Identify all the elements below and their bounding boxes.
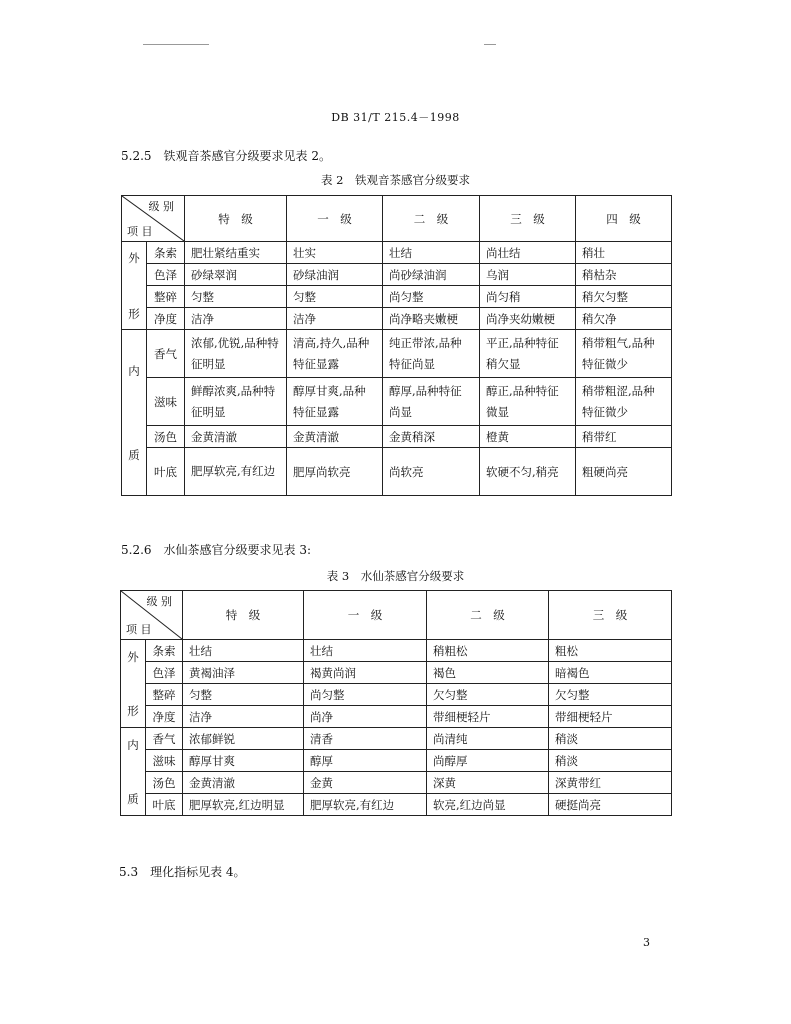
table3-cell: 深黄 [427, 772, 549, 794]
table2-header-diagonal-cell [122, 196, 185, 242]
table3-cell: 尚净 [304, 706, 427, 728]
table2-category-quality [122, 330, 147, 496]
table3-grade-header: 二 级 [427, 591, 549, 640]
table2-cell: 稍带粗涩,品种特征微少 [576, 378, 672, 426]
table3-cell: 硬挺尚亮 [549, 794, 672, 816]
table2-item: 香气 [147, 330, 185, 378]
table2-item-label: 项 目 [127, 225, 153, 238]
table2-cell: 金黄清澈 [287, 426, 383, 448]
table3-item: 色泽 [146, 662, 183, 684]
table2-cell: 肥厚软亮,有红边 [185, 448, 287, 496]
category-char: 外 [128, 250, 140, 265]
table2-cell: 尚壮结 [480, 242, 576, 264]
table3-cell: 软亮,红边尚显 [427, 794, 549, 816]
category-char: 形 [128, 306, 140, 321]
table2-cell: 尚匀稍 [480, 286, 576, 308]
table3-cell: 肥厚软亮,红边明显 [183, 794, 304, 816]
table2-item: 汤色 [147, 426, 185, 448]
table2-cell: 尚匀整 [383, 286, 480, 308]
table3-cell: 欠匀整 [549, 684, 672, 706]
table3-tea-grading [120, 590, 672, 816]
section-5-3: 5.3 理化指标见表 4。 [119, 865, 246, 879]
table2-cell: 尚净略夹嫩梗 [383, 308, 480, 330]
table3-caption: 表 3 水仙茶感官分级要求 [326, 569, 465, 583]
table2-cell: 稍欠净 [576, 308, 672, 330]
table3-grade-header: 特 级 [183, 591, 304, 640]
table3-cell: 稍淡 [549, 750, 672, 772]
table3-cell: 尚清纯 [427, 728, 549, 750]
section-5-2-5: 5.2.5 铁观音茶感官分级要求见表 2。 [121, 149, 331, 163]
table3-category-quality [121, 728, 146, 816]
table3-cell: 清香 [304, 728, 427, 750]
table3-cell: 欠匀整 [427, 684, 549, 706]
table3-cell: 粗松 [549, 640, 672, 662]
table2-cell: 洁净 [185, 308, 287, 330]
table3-cell: 壮结 [304, 640, 427, 662]
table3-cell: 褐黄尚润 [304, 662, 427, 684]
table3-level-label: 级 别 [146, 595, 172, 608]
table3-cell: 褐色 [427, 662, 549, 684]
table2-cell: 清高,持久,品种特征显露 [287, 330, 383, 378]
table2-cell: 稍壮 [576, 242, 672, 264]
table3-cell: 带细梗轻片 [427, 706, 549, 728]
table2-cell: 砂绿翠润 [185, 264, 287, 286]
table2-grade-header: 一 级 [287, 196, 383, 242]
table2-item: 整碎 [147, 286, 185, 308]
table2-cell: 尚软亮 [383, 448, 480, 496]
table2-item: 滋味 [147, 378, 185, 426]
table2-cell: 金黄清澈 [185, 426, 287, 448]
table3-item: 整碎 [146, 684, 183, 706]
category-char: 质 [128, 447, 140, 462]
table3-cell: 金黄 [304, 772, 427, 794]
table2-cell: 醇厚,品种特征尚显 [383, 378, 480, 426]
table2-tea-grading [121, 195, 672, 496]
table3-grade-header: 三 级 [549, 591, 672, 640]
table2-cell: 壮实 [287, 242, 383, 264]
table2-item: 叶底 [147, 448, 185, 496]
table2-cell: 稍带粗气,品种特征微少 [576, 330, 672, 378]
table3-item: 滋味 [146, 750, 183, 772]
table2-cell: 砂绿油润 [287, 264, 383, 286]
table3-cell: 金黄清澈 [183, 772, 304, 794]
table3-cell: 匀整 [183, 684, 304, 706]
table2-level-label: 级 别 [148, 200, 174, 213]
table2-cell: 匀整 [287, 286, 383, 308]
table3-cell: 尚醇厚 [427, 750, 549, 772]
table2-cell: 醇正,品种特征微显 [480, 378, 576, 426]
table2-cell: 醇厚甘爽,品种特征显露 [287, 378, 383, 426]
table3-cell: 黄褐油泽 [183, 662, 304, 684]
table2-cell: 洁净 [287, 308, 383, 330]
table3-item: 香气 [146, 728, 183, 750]
table3-cell: 壮结 [183, 640, 304, 662]
table3-category-appearance [121, 640, 146, 728]
table2-category-appearance [122, 242, 147, 330]
table3-item-label: 项 目 [126, 623, 152, 636]
table3-cell: 肥厚软亮,有红边 [304, 794, 427, 816]
table3-item: 叶底 [146, 794, 183, 816]
category-char: 形 [127, 703, 139, 718]
table2-cell: 肥厚尚软亮 [287, 448, 383, 496]
category-char: 外 [127, 649, 139, 664]
table3-cell: 带细梗轻片 [549, 706, 672, 728]
table2-cell: 平正,品种特征稍欠显 [480, 330, 576, 378]
table2-cell: 肥壮紧结重实 [185, 242, 287, 264]
table3-cell: 稍粗松 [427, 640, 549, 662]
table2-cell: 软硬不匀,稍亮 [480, 448, 576, 496]
table2-grade-header: 二 级 [383, 196, 480, 242]
category-char: 内 [128, 363, 140, 378]
table2-grade-header: 三 级 [480, 196, 576, 242]
standard-number-header: DB 31/T 215.4－1998 [331, 111, 460, 124]
table3-cell: 尚匀整 [304, 684, 427, 706]
table2-cell: 浓郁,优锐,品种特征明显 [185, 330, 287, 378]
table3-grade-header: 一 级 [304, 591, 427, 640]
table3-item: 净度 [146, 706, 183, 728]
table2-grade-header: 特 级 [185, 196, 287, 242]
table2-cell: 稍欠匀整 [576, 286, 672, 308]
table2-cell: 粗硬尚亮 [576, 448, 672, 496]
table2-caption: 表 2 铁观音茶感官分级要求 [321, 173, 470, 187]
table3-cell: 醇厚 [304, 750, 427, 772]
table2-cell: 尚砂绿油润 [383, 264, 480, 286]
scan-artifact-line [484, 44, 496, 45]
table2-cell: 匀整 [185, 286, 287, 308]
table2-grade-header: 四 级 [576, 196, 672, 242]
table3-header-diagonal-cell [121, 591, 183, 640]
table2-cell: 纯正带浓,品种特征尚显 [383, 330, 480, 378]
table2-cell: 乌润 [480, 264, 576, 286]
table2-item: 色泽 [147, 264, 185, 286]
table2-cell: 壮结 [383, 242, 480, 264]
scan-artifact-line [143, 44, 209, 45]
category-char: 内 [127, 737, 139, 752]
category-char: 质 [127, 791, 139, 806]
table3-cell: 暗褐色 [549, 662, 672, 684]
table2-cell: 稍带红 [576, 426, 672, 448]
table3-cell: 醇厚甘爽 [183, 750, 304, 772]
page-number: 3 [643, 936, 650, 949]
section-5-2-6: 5.2.6 水仙茶感官分级要求见表 3: [121, 543, 312, 557]
table2-cell: 尚净夹幼嫩梗 [480, 308, 576, 330]
table3-cell: 稍淡 [549, 728, 672, 750]
table2-item: 条索 [147, 242, 185, 264]
table3-item: 条索 [146, 640, 183, 662]
table2-cell: 金黄稍深 [383, 426, 480, 448]
table2-cell: 鲜醇浓爽,品种特征明显 [185, 378, 287, 426]
table2-item: 净度 [147, 308, 185, 330]
table2-cell: 橙黄 [480, 426, 576, 448]
table2-cell: 稍枯杂 [576, 264, 672, 286]
table3-cell: 浓郁鲜锐 [183, 728, 304, 750]
table3-cell: 深黄带红 [549, 772, 672, 794]
table3-cell: 洁净 [183, 706, 304, 728]
table3-item: 汤色 [146, 772, 183, 794]
